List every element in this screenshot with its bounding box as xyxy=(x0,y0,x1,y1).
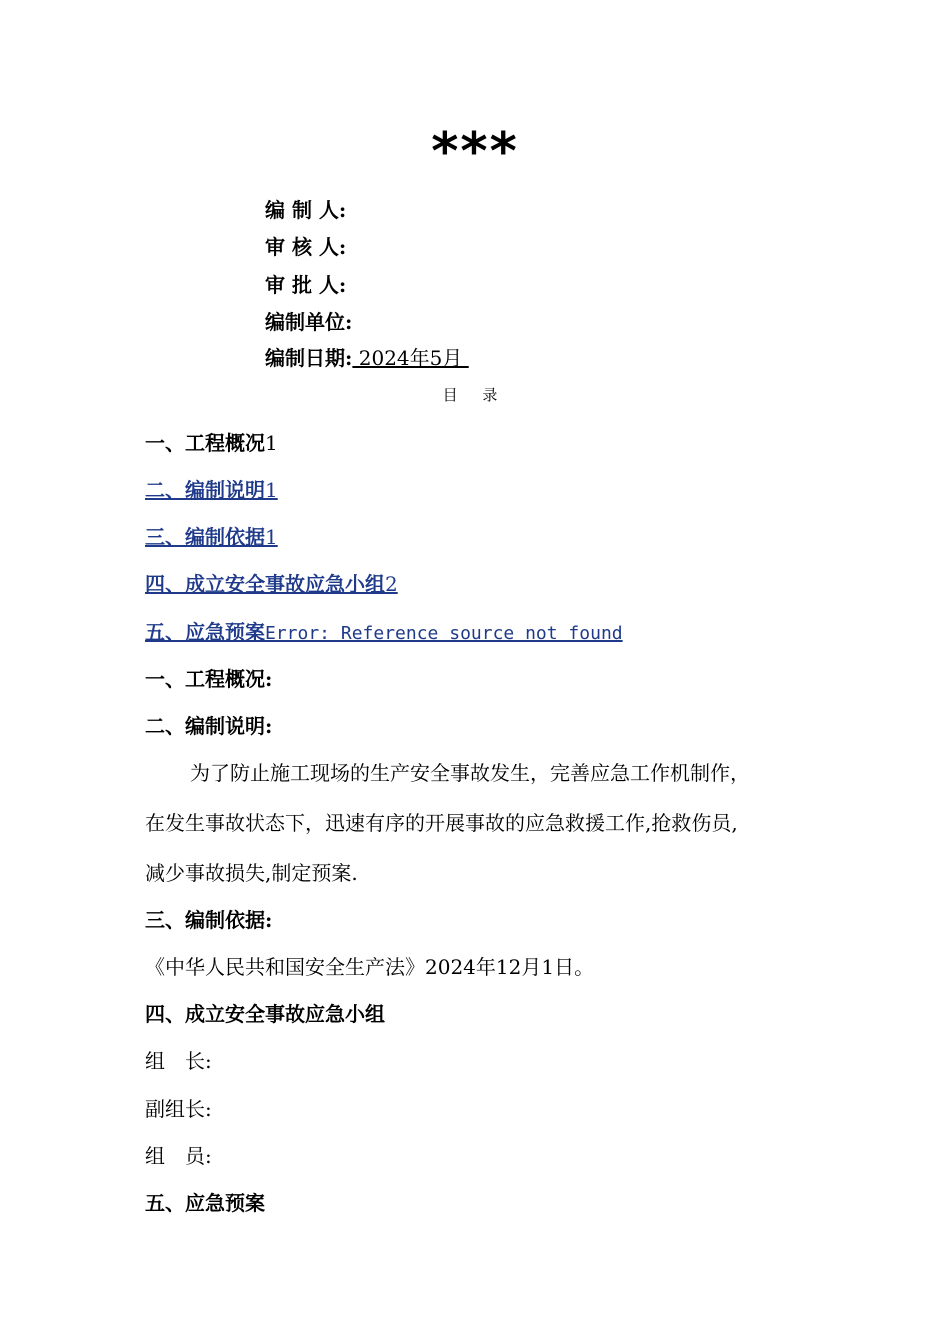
toc-item-page: 2 xyxy=(385,572,398,596)
section-basis-heading: 三、编制依据: xyxy=(145,908,273,932)
toc-item-label: 三、编制依据 xyxy=(145,525,265,549)
notes-paragraph-line: 减少事故损失,制定预案. xyxy=(145,861,358,885)
toc-item-page: 1 xyxy=(265,478,278,502)
group-leader-label: 组 长: xyxy=(145,1049,212,1073)
section-overview-heading: 一、工程概况: xyxy=(145,667,273,691)
toc-item-label: 一、工程概况 xyxy=(145,431,265,455)
toc-item-label: 五、应急预案 xyxy=(145,620,265,644)
toc-item-label: 二、编制说明 xyxy=(145,478,265,502)
document-title: *** xyxy=(431,122,519,182)
compiler-label: 编 制 人: xyxy=(265,198,347,222)
reviewer-label: 审 核 人: xyxy=(265,235,347,259)
notes-paragraph-line: 在发生事故状态下，迅速有序的开展事故的应急救援工作,抢救伤员, xyxy=(145,811,738,835)
toc-item-compilation-basis[interactable] xyxy=(145,523,278,551)
toc-item-emergency-plan[interactable] xyxy=(145,618,623,648)
approver-label: 审 批 人: xyxy=(265,273,347,297)
date-line xyxy=(265,345,469,371)
toc-item-overview[interactable] xyxy=(145,429,278,457)
toc-item-label: 四、成立安全事故应急小组 xyxy=(145,572,385,596)
toc-item-page: 1 xyxy=(265,525,278,549)
date-label: 编制日期: xyxy=(265,346,353,370)
section-group-heading: 四、成立安全事故应急小组 xyxy=(145,1002,385,1026)
date-value: 2024年5月 xyxy=(352,346,469,370)
toc-item-emergency-group[interactable] xyxy=(145,570,398,598)
section-notes-heading: 二、编制说明: xyxy=(145,714,273,738)
unit-label: 编制单位: xyxy=(265,310,353,334)
section-plan-heading: 五、应急预案 xyxy=(145,1191,265,1215)
notes-paragraph-line: 为了防止施工现场的生产安全事故发生，完善应急工作机制作， xyxy=(190,761,750,785)
toc-item-page: 1 xyxy=(265,431,278,455)
basis-text: 《中华人民共和国安全生产法》2024年12月1日。 xyxy=(145,955,595,979)
toc-item-page: Error: Reference source not found xyxy=(265,623,623,644)
group-deputy-label: 副组长: xyxy=(145,1097,212,1121)
group-members-label: 组 员: xyxy=(145,1144,212,1168)
toc-heading: 目 录 xyxy=(442,386,508,404)
toc-item-compilation-notes[interactable] xyxy=(145,476,278,504)
